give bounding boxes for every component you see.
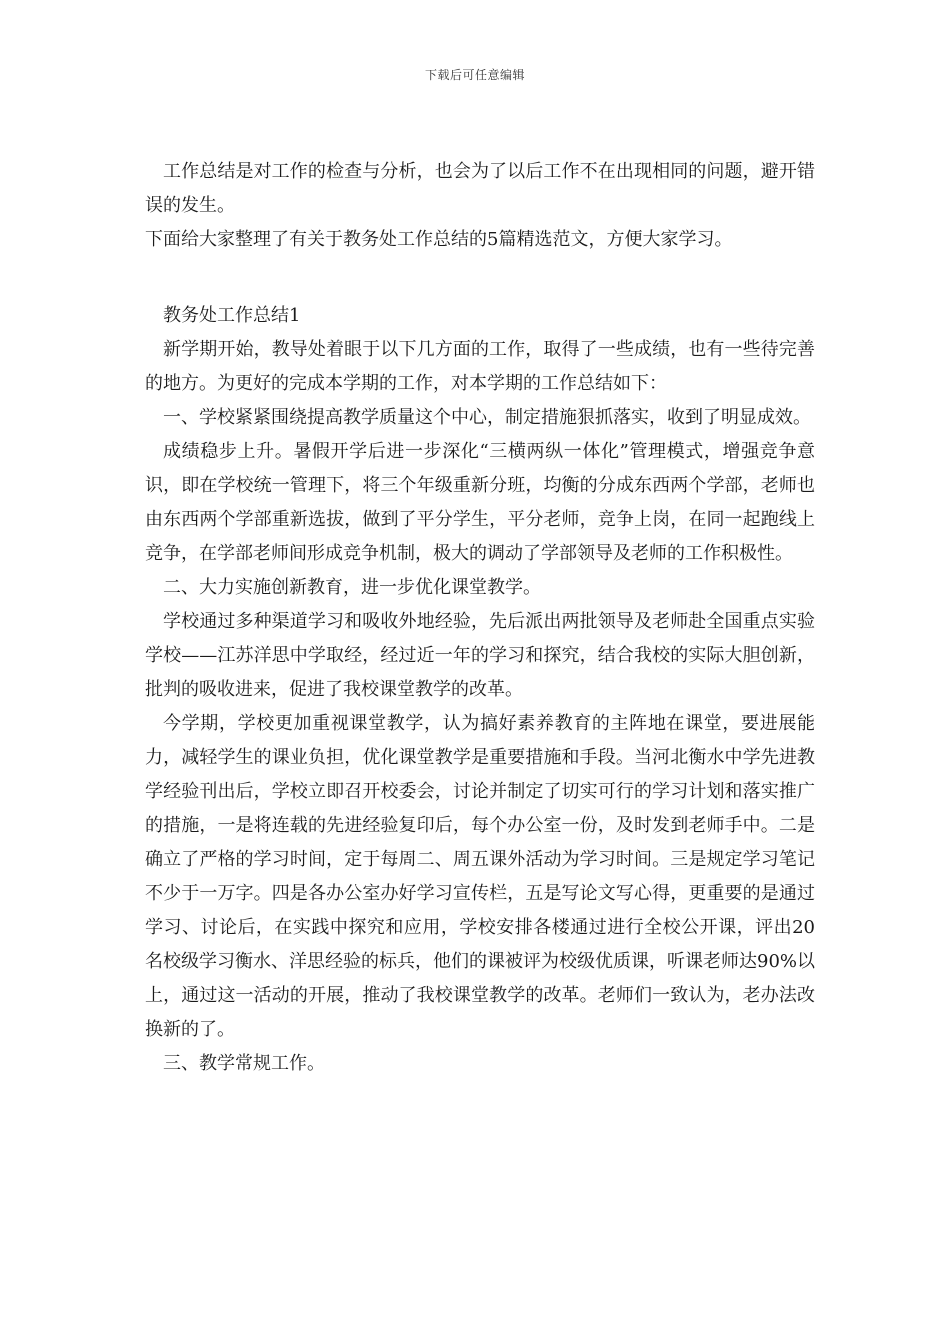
article-paragraph: 新学期开始，教导处着眼于以下几方面的工作，取得了一些成绩，也有一些待完善的地方。为更好的完成本学期的工作，对本学期的工作总结如下：: [145, 339, 815, 394]
page-header-note: 下载后可任意编辑: [424, 68, 525, 82]
article-paragraph: 今学期，学校更加重视课堂教学，认为搞好素养教育的主阵地在课堂，要进展能力，减轻学生的课业负担，优化课堂教学是重要措施和手段。当河北衡水中学先进教学经验刊出后，学校立即召开校委会，讨论并制定了切实可行的学习计划和落实推广的措施，一是将连载的先进经验复印后，每个办公室一份，及时发到老师手中。二是确立了严格的学习时间，定于每周二、周五课外活动为学习时间。三是规定学习笔记不少于一万字。四是各办公室办好学习宣传栏，五是写论文写心得，更重要的是通过学习、讨论后，在实践中探究和应用，学校安排各楼通过进行全校公开课，评出20名校级学习衡水、洋思经验的标兵，他们的课被评为校级优质课，听课老师达90%以上，通过这一活动的开展，推动了我校课堂教学的改革。老师们一致认为，老办法改换新的了。: [145, 713, 816, 1040]
article-paragraph: 成绩稳步上升。暑假开学后进一步深化“三横两纵一体化”管理模式，增强竞争意识，即在学校统一管理下，将三个年级重新分班，均衡的分成东西两个学部，老师也由东西两个学部重新选拔，做到了平分学生，平分老师，竞争上岗，在同一起跑线上竞争，在学部老师间形成竞争机制，极大的调动了学部领导及老师的工作积极性。: [145, 441, 815, 564]
intro-paragraph-2: 下面给大家整理了有关于教务处工作总结的5篇精选范文，方便大家学习。: [145, 229, 733, 250]
section-heading-1: 一、学校紧紧围绕提高教学质量这个中心，制定措施狠抓落实，收到了明显成效。: [163, 407, 811, 428]
article-paragraph: 学校通过多种渠道学习和吸收外地经验，先后派出两批领导及老师赴全国重点实验学校——江苏洋思中学取经，经过近一年的学习和探究，结合我校的实际大胆创新，批判的吸收进来，促进了我校课堂教学的改革。: [145, 611, 815, 700]
article-title: 教务处工作总结1: [163, 305, 301, 326]
document-body: [145, 155, 815, 1081]
section-heading-2: 二、大力实施创新教育，进一步优化课堂教学。: [163, 577, 541, 598]
intro-paragraph-1: 工作总结是对工作的检查与分析，也会为了以后工作不在出现相同的问题，避开错误的发生。: [145, 161, 815, 216]
section-heading-3: 三、教学常规工作。: [163, 1053, 325, 1074]
